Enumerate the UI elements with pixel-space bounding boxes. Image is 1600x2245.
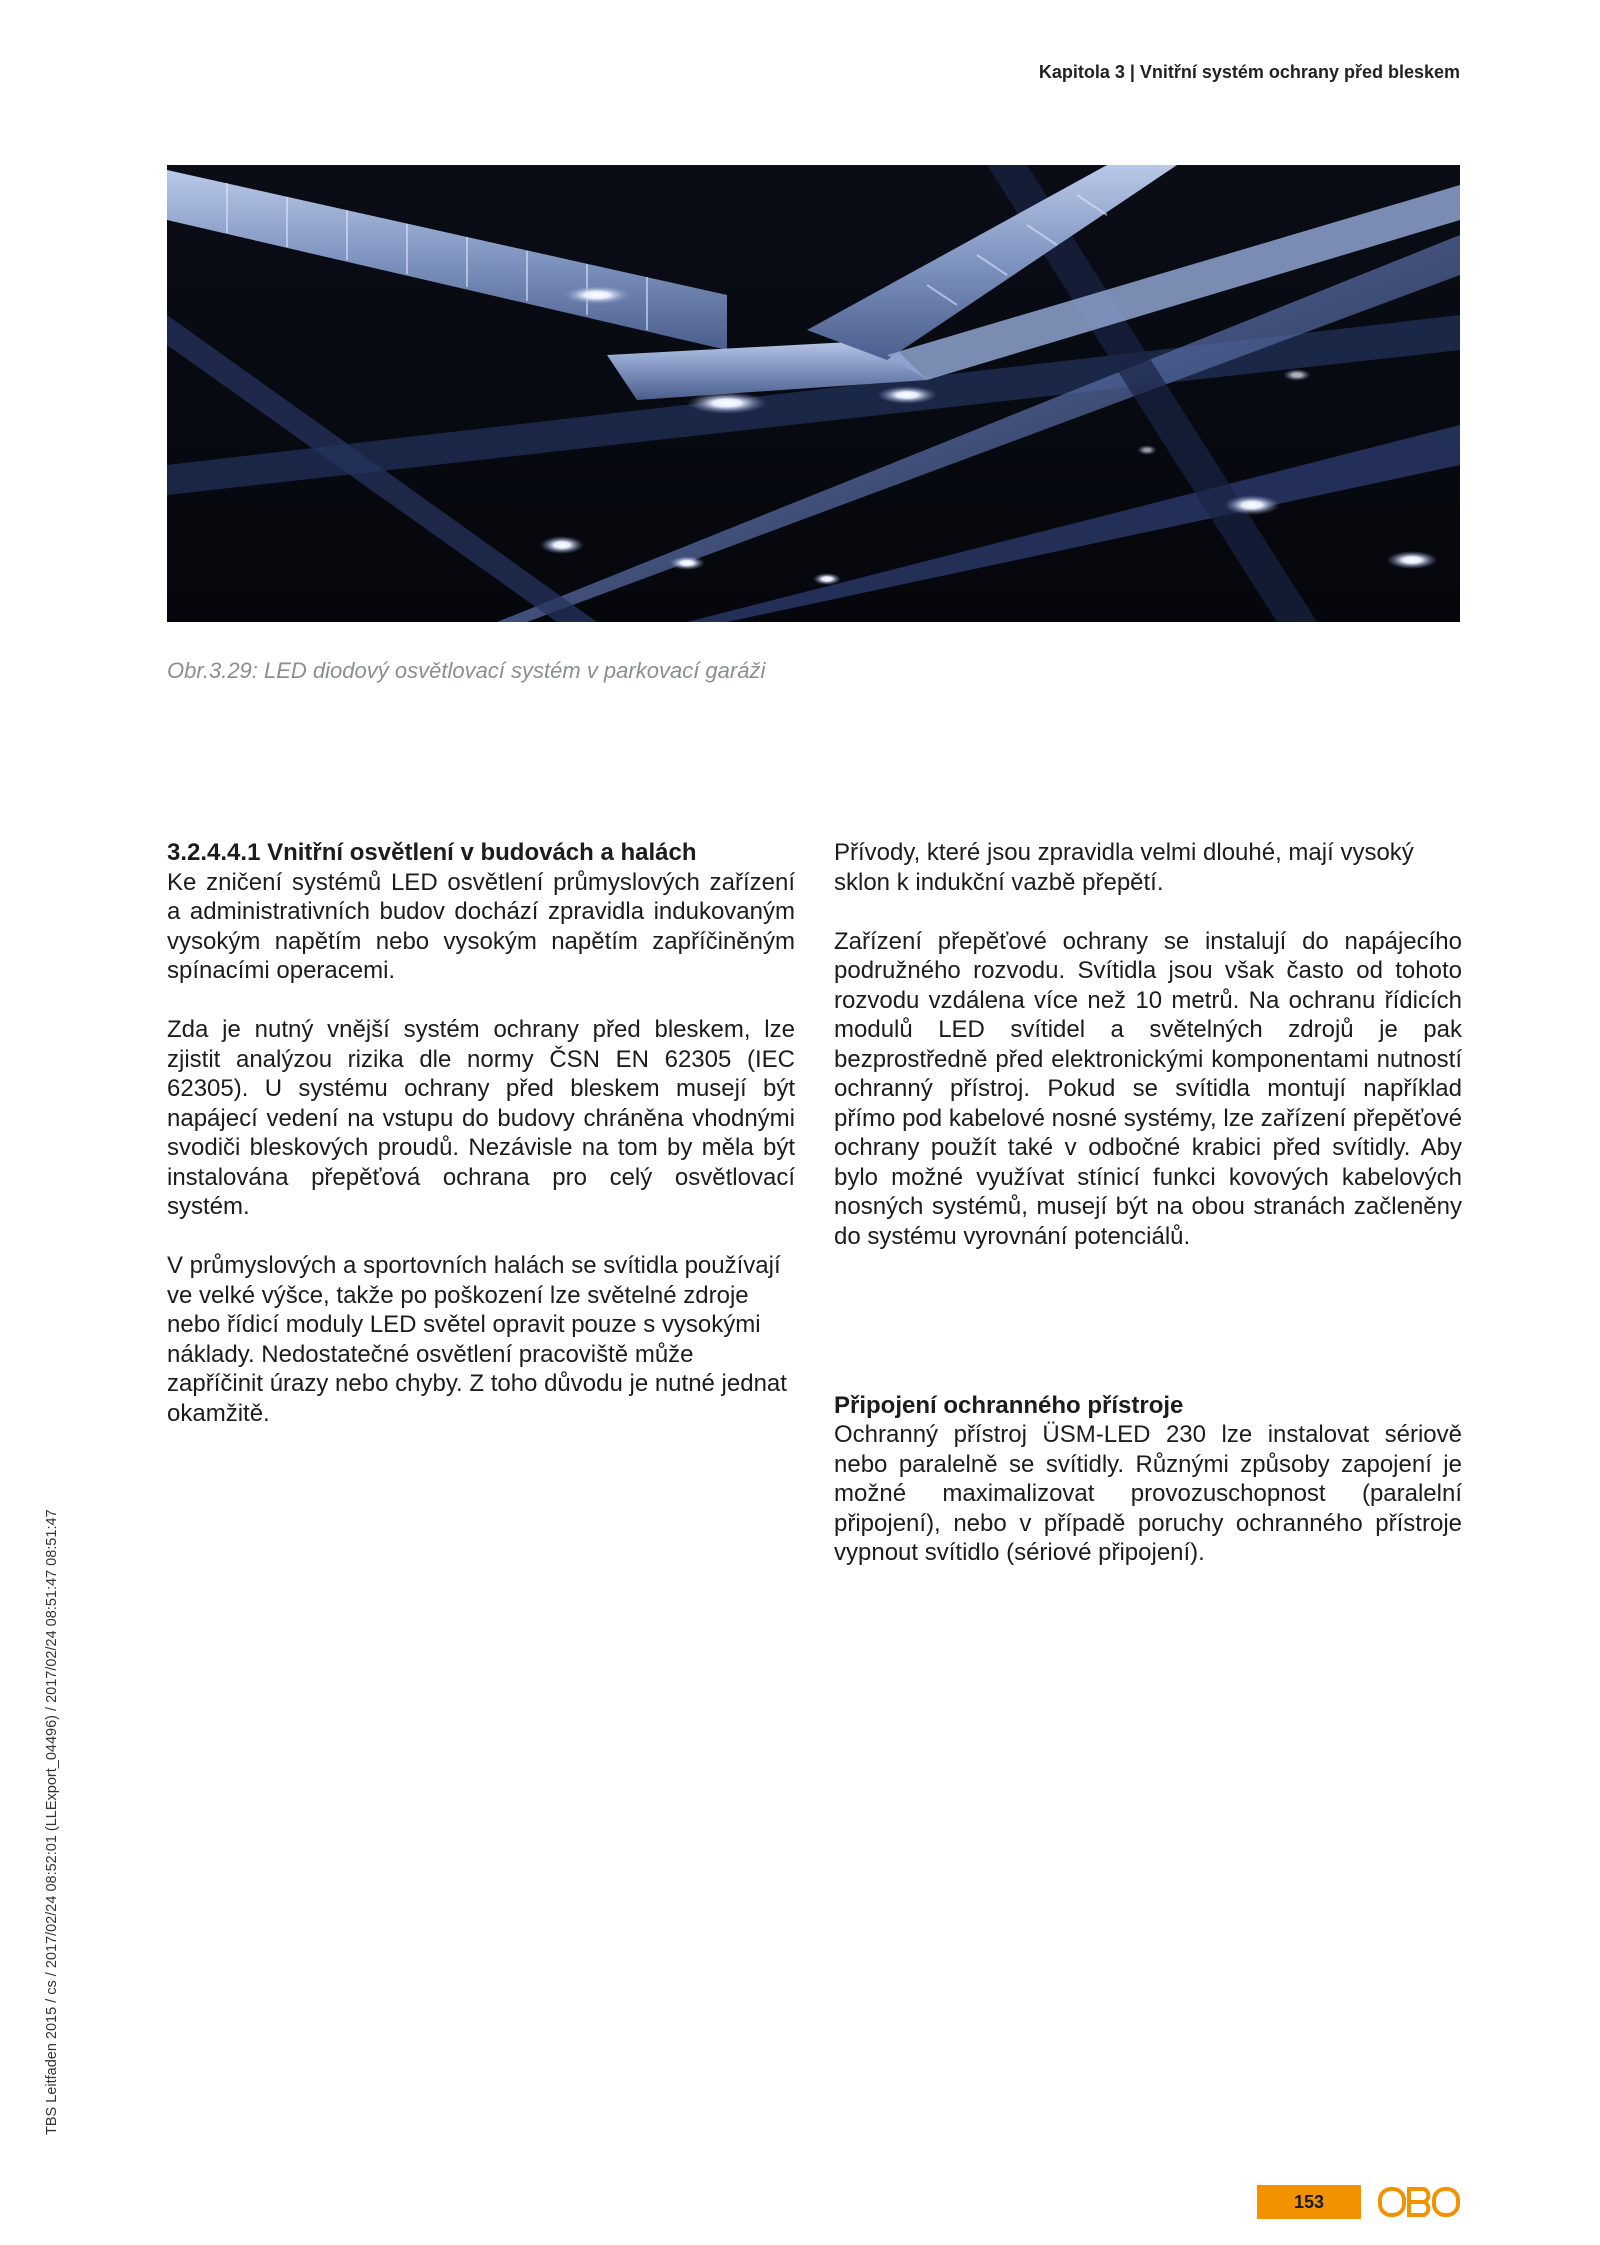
photo-illustration: [167, 165, 1460, 622]
paragraph: Zda je nutný vnější systém ochrany před bleskem, lze zjistit analýzou rizika dle normy ČSN EN 62305 (IEC 62305). U systému ochrany před bleskem musejí být napájecí vedení na vstupu do budovy chráněna vhodnými svodiči bleskových proudů. Nezávisle na tom by měla být instalována přepěťová ochrana pro celý osvětlovací systém.: [167, 1016, 795, 1220]
page-number: 153: [1257, 2185, 1361, 2219]
sidebar-export-info: TBS Leitfaden 2015 / cs / 2017/02/24 08:52:01 (LLExport_04496) / 2017/02/24 08:51:47 08:51:47: [44, 1509, 60, 2135]
right-column: [834, 838, 1462, 1597]
garage-led-photo: [167, 165, 1460, 622]
left-column: [167, 838, 795, 1458]
figure-caption: Obr.3.29: LED diodový osvětlovací systém v parkovací garáži: [167, 658, 766, 683]
paragraph: Ochranný přístroj ÜSM-LED 230 lze instalovat sériově nebo paralelně se svítidly. Různými způsoby zapojení je možné maximalizovat provozuschopnost (paralelní připojení), nebo v případě poruchy ochranného přístroje vypnout svítidlo (sériové připojení).: [834, 1421, 1462, 1566]
spacer: [834, 1281, 1462, 1391]
paragraph: V průmyslových a sportovních halách se svítidla používají ve velké výšce, takže po poškození lze světelné zdroje nebo řídicí moduly LED světel opravit pouze s vysokými náklady. Nedostatečné osvětlení pracoviště může zapříčinit úrazy nebo chyby. Z toho důvodu je nutné jednat okamžitě.: [167, 1252, 787, 1427]
paragraph: Ke zničení systémů LED osvětlení průmyslových zařízení a administrativních budov dochází zpravidla indukovaným vysokým napětím nebo vysokým napětím zapříčiněným spínacími operacemi.: [167, 868, 795, 984]
paragraph: Zařízení přepěťové ochrany se instalují do napájecího podružného rozvodu. Svítidla jsou však často od tohoto rozvodu vzdálena více než 10 metrů. Na ochranu řídicích modulů LED svítidel a světelných zdrojů je pak bezprostředně před elektronickými komponentami nutností ochranný přístroj. Pokud se svítidla montují například přímo pod kabelové nosné systémy, lze zařízení přepěťové ochrany použít také v odbočné krabici před svítidly. Aby bylo možné využívat stínicí funkci kovových kabelových nosných systémů, musejí být na obou stranách začleněny do systému vyrovnání potenciálů.: [834, 927, 1462, 1250]
subheading: Připojení ochranného přístroje: [834, 1391, 1184, 1419]
chapter-header: Kapitola 3 | Vnitřní systém ochrany před bleskem: [1038, 62, 1460, 82]
obo-logo: [1378, 2185, 1460, 2219]
section-heading: 3.2.4.4.1 Vnitřní osvětlení v budovách a halách: [167, 839, 697, 866]
paragraph: Přívody, které jsou zpravidla velmi dlouhé, mají vysoký sklon k indukční vazbě přepětí.: [834, 839, 1414, 896]
